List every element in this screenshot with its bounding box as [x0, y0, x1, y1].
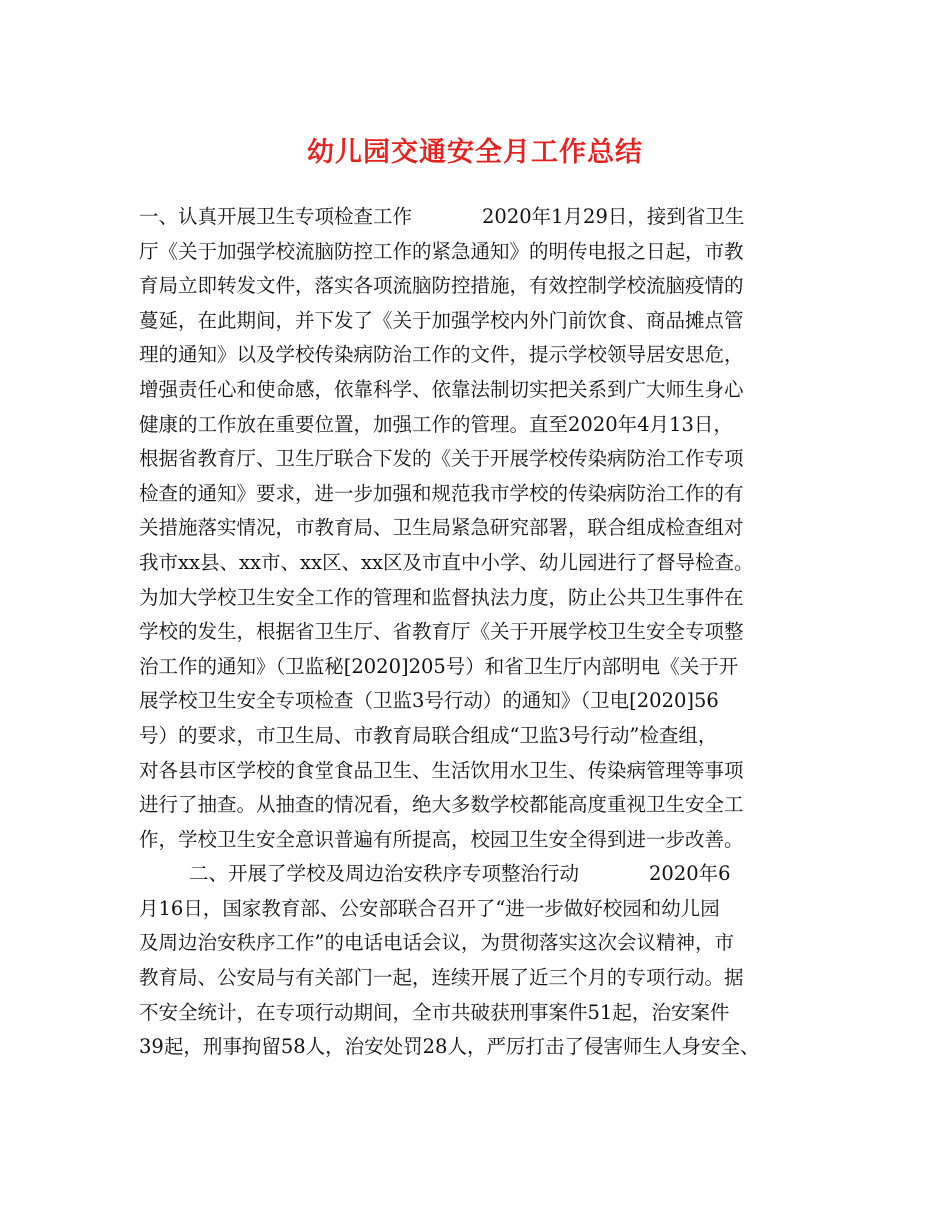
paragraph-line: 展学校卫生安全专项检查（卫监3号行动）的通知》（卫电[2020]56 — [139, 689, 719, 713]
paragraph-text: 2020年1月29日，接到省卫生 — [482, 205, 745, 228]
paragraph-line: 月16日，国家教育部、公安部联合召开了“进一步做好校园和幼儿园 — [139, 896, 720, 920]
paragraph-line: 蔓延，在此期间，并下发了《关于加强学校内外门前饮食、商品摊点管 — [139, 308, 744, 332]
paragraph-line: 及周边治安秩序工作”的电话电话会议，为贯彻落实这次会议精神，市 — [139, 931, 734, 955]
paragraph-line: 我市xx县、xx市、xx区、xx区及市直中小学、幼儿园进行了督导检查。 — [139, 550, 754, 574]
paragraph-line: 治工作的通知》（卫监秘[2020]205号）和省卫生厅内部明电《关于开 — [139, 654, 739, 678]
paragraph-line: 健康的工作放在重要位置，加强工作的管理。直至2020年4月13日， — [139, 412, 733, 436]
section-heading: 二、开展了学校及周边治安秩序专项整治行动 — [189, 862, 580, 886]
paragraph-line: 对各县市区学校的食堂食品卫生、生活饮用水卫生、传染病管理等事项 — [139, 758, 744, 782]
paragraph-line: 39起，刑事拘留58人，治安处罚28人，严厉打击了侵害师生人身安全、 — [139, 1035, 760, 1059]
document-title: 幼儿园交通安全月工作总结 — [307, 137, 643, 168]
paragraph-line: 厅《关于加强学校流脑防控工作的紧急通知》的明传电报之日起，市教 — [139, 239, 744, 263]
paragraph-line: 理的通知》以及学校传染病防治工作的文件，提示学校领导居安思危， — [139, 343, 744, 367]
paragraph-line: 育局立即转发文件，落实各项流脑防控措施，有效控制学校流脑疫情的 — [139, 274, 744, 298]
section-heading: 一、认真开展卫生专项检查工作 — [139, 205, 413, 228]
paragraph-line: 不安全统计，在专项行动期间，全市共破获刑事案件51起，治安案件 — [139, 1000, 730, 1024]
paragraph-line: 号）的要求，市卫生局、市教育局联合组成“卫监3号行动”检查组， — [139, 723, 718, 747]
document-body — [139, 200, 819, 1065]
paragraph-line: 学校的发生，根据省卫生厅、省教育厅《关于开展学校卫生安全专项整 — [139, 620, 744, 644]
paragraph-line — [139, 200, 819, 235]
paragraph-line: 教育局、公安局与有关部门一起，连续开展了近三个月的专项行动。据 — [139, 966, 744, 990]
paragraph-line — [139, 857, 819, 892]
paragraph-line: 作，学校卫生安全意识普遍有所提高，校园卫生安全得到进一步改善。 — [139, 827, 744, 851]
paragraph-line: 增强责任心和使命感，依靠科学、依靠法制切实把关系到广大师生身心 — [139, 377, 744, 401]
paragraph-line: 进行了抽查。从抽查的情况看，绝大多数学校都能高度重视卫生安全工 — [139, 793, 744, 817]
paragraph-text: 2020年6 — [649, 862, 731, 886]
paragraph-line: 为加大学校卫生安全工作的管理和监督执法力度，防止公共卫生事件在 — [139, 585, 744, 609]
paragraph-line: 根据省教育厅、卫生厅联合下发的《关于开展学校传染病防治工作专项 — [139, 447, 744, 471]
paragraph-line: 检查的通知》要求，进一步加强和规范我市学校的传染病防治工作的有 — [139, 481, 744, 505]
paragraph-line: 关措施落实情况，市教育局、卫生局紧急研究部署，联合组成检查组对 — [139, 516, 744, 540]
